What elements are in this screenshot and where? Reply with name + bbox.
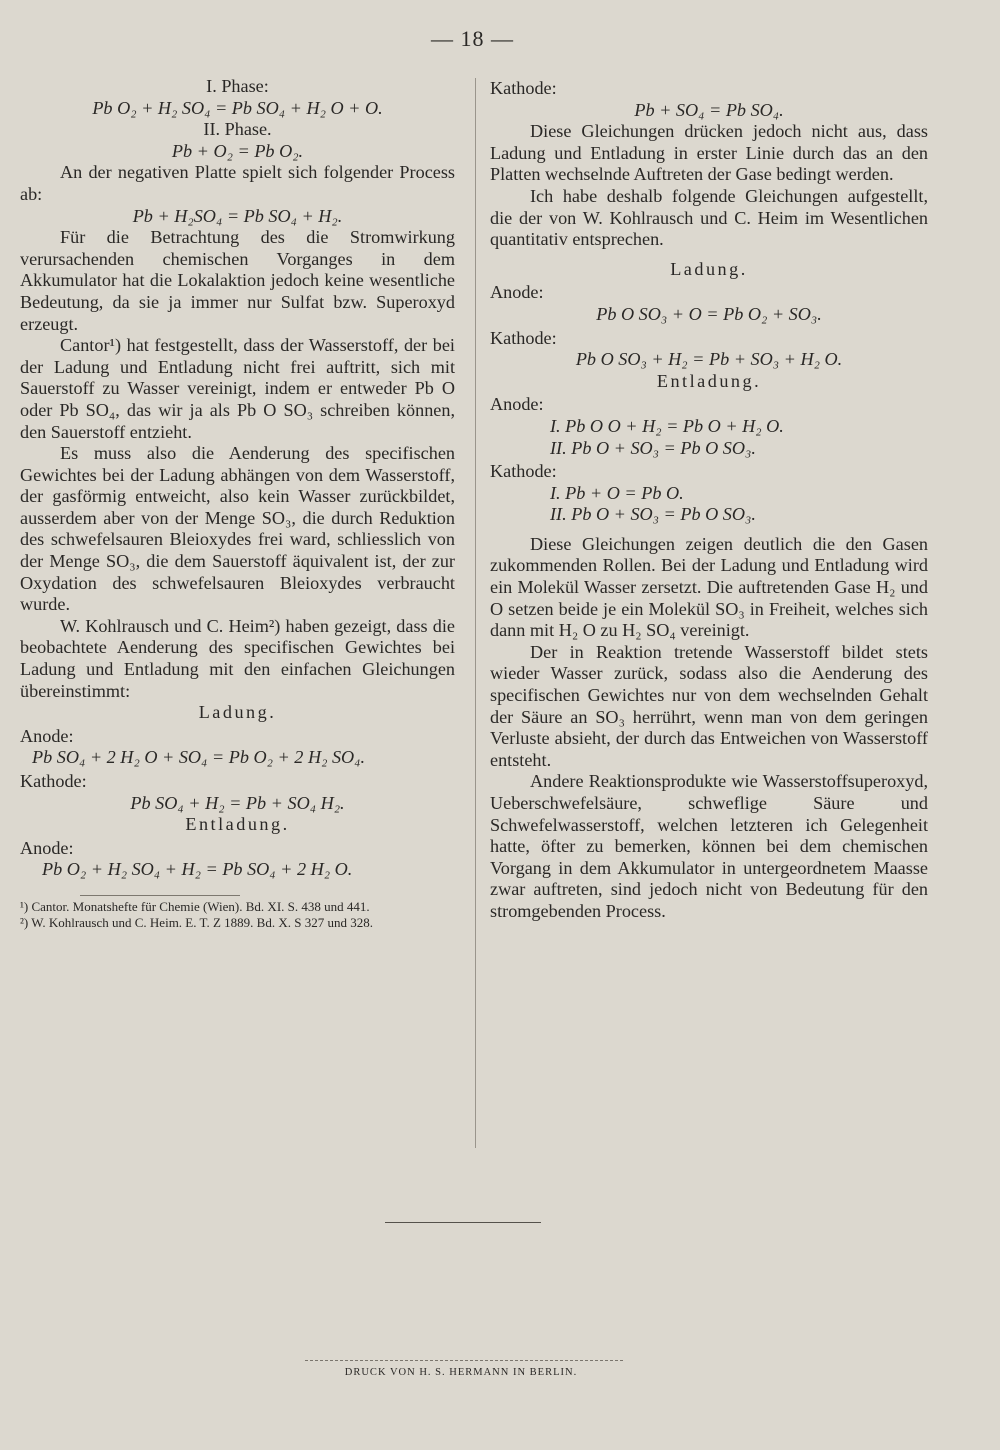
paragraph-zeigen: Diese Gleichungen zeigen deutlich die den Gasen zukommenden Rollen. Bei der Ladung und Entladung wird ein Molekül Wasser zersetzt. Die auftretenden Gase H₂ und O setzen beide je ein Molekül SO₃ in Freiheit, welches sich dann mit H₂ O zu H₂ SO₄ vereinigt. xyxy=(490,533,928,641)
paragraph-gleichungen: Diese Gleichungen drücken jedoch nicht aus, dass Ladung und Entladung in erster Linie durch das an den Platten wechselnde Auftreten der Gase bedingt werden. xyxy=(490,121,928,185)
label-anode: Anode: xyxy=(490,282,544,303)
paragraph-negative-plate: An der negativen Platte spielt sich folgender Process ab: xyxy=(20,162,455,204)
equation-kathode-entladung-2: II. Pb O + SO₃ = Pb O SO₃. xyxy=(550,504,756,525)
paragraph-lokalaktion: Für die Betrachtung des die Stromwirkung verursachenden chemischen Vorganges in dem Akkumulator hat die Lokalaktion jedoch keine wesentliche Bedeutung, da sie ja immer nur Sulfat bzw. Superoxyd erzeugt. xyxy=(20,227,455,334)
label-anode: Anode: xyxy=(490,394,544,415)
equation-anode-entladung: Pb O₂ + H₂ SO₄ + H₂ = Pb SO₄ + 2 H₂ O. xyxy=(42,859,353,880)
label-anode: Anode: xyxy=(20,837,74,858)
heading-ladung: Ladung. xyxy=(198,702,277,723)
spacer xyxy=(490,526,928,534)
equation-anode-entladung-2: II. Pb O + SO₃ = Pb O SO₃. xyxy=(550,437,756,458)
page-number: — 18 — xyxy=(431,26,514,51)
phase1-equation: Pb O₂ + H₂ SO₄ = Pb SO₄ + H₂ O + O. xyxy=(92,97,383,118)
equation-anode-ladung: Pb O SO₃ + O = Pb O₂ + SO₃. xyxy=(596,303,822,324)
label-kathode: Kathode: xyxy=(490,461,557,482)
footnote-2: ²) W. Kohlrausch und C. Heim. E. T. Z 1889. Bd. X. S 327 und 328. xyxy=(20,914,373,930)
paragraph-kohlrausch: W. Kohlrausch und C. Heim²) haben gezeigt, dass die beobachtete Aenderung des specifischen Gewichtes bei Ladung und Entladung mit den einfachen Gleichungen übereinstimmt: xyxy=(20,615,455,701)
equation-anode-entladung-1: I. Pb O O + H₂ = Pb O + H₂ O. xyxy=(550,415,784,436)
column-divider xyxy=(475,78,476,1148)
paragraph-aenderung: Es muss also die Aenderung des specifischen Gewichtes bei der Ladung abhängen von dem Wasserstoff, der gasförmig entweicht, also kein Wasser zurückbildet, ausserdem aber von der Menge SO₃, die durch Reduktion des schwefelsauren Bleioxydes frei ward, schliesslich von der Menge SO₃, die dem Sauerstoff äquivalent ist, der zur Oxydation des schwefelsauren Bleioxydes verbraucht wurde. xyxy=(20,443,455,615)
negative-plate-equation: Pb + H₂SO₄ = Pb SO₄ + H₂. xyxy=(132,205,343,226)
end-rule xyxy=(385,1222,541,1223)
phase1-title: I. Phase: xyxy=(206,76,269,96)
label-kathode: Kathode: xyxy=(20,771,87,791)
equation-kathode-ladung: Pb SO₄ + H₂ = Pb + SO₄ H₂. xyxy=(130,792,345,813)
phase2-equation: Pb + O₂ = Pb O₂. xyxy=(171,140,304,161)
equation-kathode-negative: Pb + SO₄ = Pb SO₄. xyxy=(634,99,784,120)
phase2-title: II. Phase. xyxy=(203,119,272,140)
footnote-rule xyxy=(80,895,240,896)
paragraph-cantor: Cantor¹) hat festgestellt, dass der Wasserstoff, der bei der Ladung und Entladung nicht frei auftritt, sich mit Sauerstoff zu Wasser vereinigt, indem er entweder Pb O oder Pb SO₄, das wir ja als Pb O SO₃ schreiben können, den Sauerstoff entzieht. xyxy=(20,335,455,442)
heading-ladung: Ladung. xyxy=(670,258,748,279)
printer-rule xyxy=(305,1360,623,1361)
equation-kathode-entladung-1: I. Pb + O = Pb O. xyxy=(550,482,684,503)
left-column xyxy=(20,76,455,930)
spacer xyxy=(490,251,928,259)
label-anode: Anode: xyxy=(20,725,74,746)
footnote-1: ¹) Cantor. Monatshefte für Chemie (Wien). Bd. XI. S. 438 und 441. xyxy=(20,898,370,914)
heading-entladung: Entladung. xyxy=(185,814,290,835)
printer-imprint: DRUCK VON H. S. HERMANN IN BERLIN. xyxy=(344,1367,578,1378)
equation-kathode-ladung: Pb O SO₃ + H₂ = Pb + SO₃ + H₂ O. xyxy=(575,349,843,370)
right-column xyxy=(490,76,928,923)
paragraph-aufgestellt: Ich habe deshalb folgende Gleichungen aufgestellt, die der von W. Kohlrausch und C. Heim im Wesentlichen quantitativ entsprechen. xyxy=(490,185,928,250)
heading-entladung: Entladung. xyxy=(656,370,762,391)
label-kathode: Kathode: xyxy=(490,78,557,98)
label-kathode: Kathode: xyxy=(490,327,557,348)
paragraph-wasserstoff: Der in Reaktion tretende Wasserstoff bildet stets wieder Wasser zurück, sodass also die Aenderung des specifischen Gewichtes nur von dem wechselnden Gehalt der Säure an SO₃ herrührt, wenn man von dem geringen Verluste absieht, der durch das Entweichen von Wasserstoff entsteht. xyxy=(490,641,928,770)
paragraph-andere: Andere Reaktionsprodukte wie Wasserstoffsuperoxyd, Ueberschwefelsäure, schweflige Säure und Schwefelwasserstoff, welchen letzteren ich Gelegenheit hatte, öfter zu bemerken, können bei dem chemischen Vorgang in dem Akkumulator in untergeordnetem Maasse zwar auftreten, sind jedoch nicht von Bedeutung für den stromgebenden Process. xyxy=(490,771,928,921)
equation-anode-ladung: Pb SO₄ + 2 H₂ O + SO₄ = Pb O₂ + 2 H₂ SO₄. xyxy=(32,747,366,768)
